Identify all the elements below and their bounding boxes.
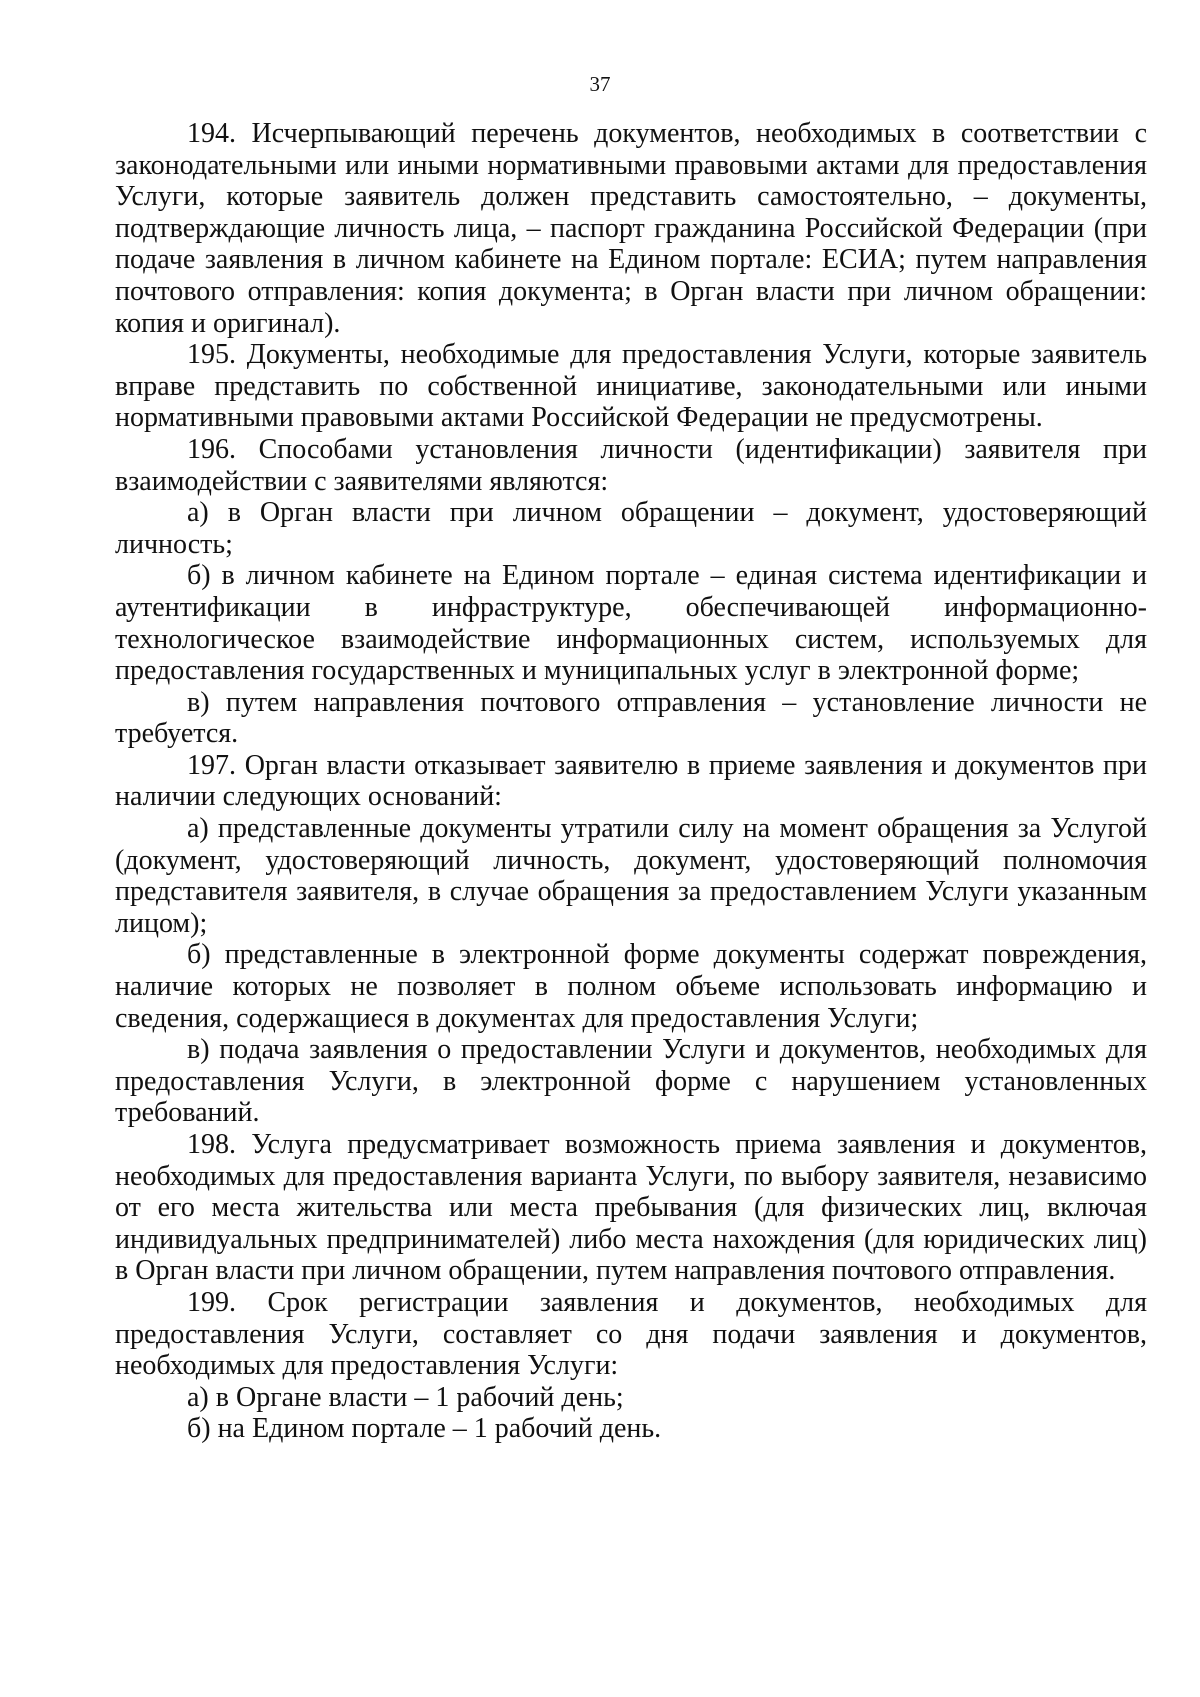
page-number: 37 — [589, 72, 611, 96]
paragraph-197-a: а) представленные документы утратили силу на момент обращения за Услугой (документ, удостоверяющий личность, документ, удостоверяющий полномочия представителя заявителя, в случае обращения за предоставлением Услуги указанным лицом); — [115, 813, 1147, 939]
paragraph-198: 198. Услуга предусматривает возможность приема заявления и документов, необходимых для предоставления варианта Услуги, по выбору заявителя, независимо от его места жительства или места пребывания (для физических лиц, включая индивидуальных предпринимателей) либо места нахождения (для юридических лиц) в Орган власти при личном обращении, путем направления почтового отправления. — [115, 1129, 1147, 1287]
paragraph-196: 196. Способами установления личности (идентификации) заявителя при взаимодействии с заявителями являются: — [115, 433, 1147, 497]
paragraph-199-a: а) в Органе власти – 1 рабочий день; — [187, 1381, 624, 1413]
paragraph-199: 199. Срок регистрации заявления и документов, необходимых для предоставления Услуги, составляет со дня подачи заявления и документов, необходимых для предоставления Услуги: — [115, 1286, 1147, 1382]
paragraph-197-v: в) подача заявления о предоставлении Услуги и документов, необходимых для предоставления Услуги, в электронной форме с нарушением установленных требований. — [115, 1034, 1147, 1129]
paragraph-195: 195. Документы, необходимые для предоставления Услуги, которые заявитель вправе представить по собственной инициативе, законодательными или иными нормативными правовыми актами Российской Федерации не предусмотрены. — [115, 339, 1147, 434]
paragraph-194: 194. Исчерпывающий перечень документов, необходимых в соответствии с законодательными или иными нормативными правовыми актами для предоставления Услуги, которые заявитель должен представить самостоятельно, – документы, подтверждающие личность лица, – паспорт гражданина Российской Федерации (при подаче заявления в личном кабинете на Едином портале: ЕСИА; путем направления почтового отправления: копия документа; в Орган власти при личном обращении: копия и оригинал). — [115, 118, 1147, 339]
paragraph-196-v: в) путем направления почтового отправления – установление личности не требуется. — [115, 686, 1147, 750]
paragraph-196-a: а) в Орган власти при личном обращении – документ, удостоверяющий личность; — [115, 497, 1147, 560]
paragraph-197-b: б) представленные в электронной форме документы содержат повреждения, наличие которых не позволяет в полном объеме использовать информацию и сведения, содержащиеся в документах для предоставления Услуги; — [115, 939, 1147, 1034]
paragraph-199-b: б) на Едином портале – 1 рабочий день. — [187, 1413, 662, 1445]
document-body — [115, 118, 1147, 1445]
paragraph-197: 197. Орган власти отказывает заявителю в приеме заявления и документов при наличии следующих оснований: — [115, 749, 1147, 813]
paragraph-196-b: б) в личном кабинете на Едином портале – единая система идентификации и аутентификации в инфраструктуре, обеспечивающей информационно-технологическое взаимодействие информационных систем, используемых для предоставления государственных и муниципальных услуг в электронной форме; — [115, 560, 1147, 687]
